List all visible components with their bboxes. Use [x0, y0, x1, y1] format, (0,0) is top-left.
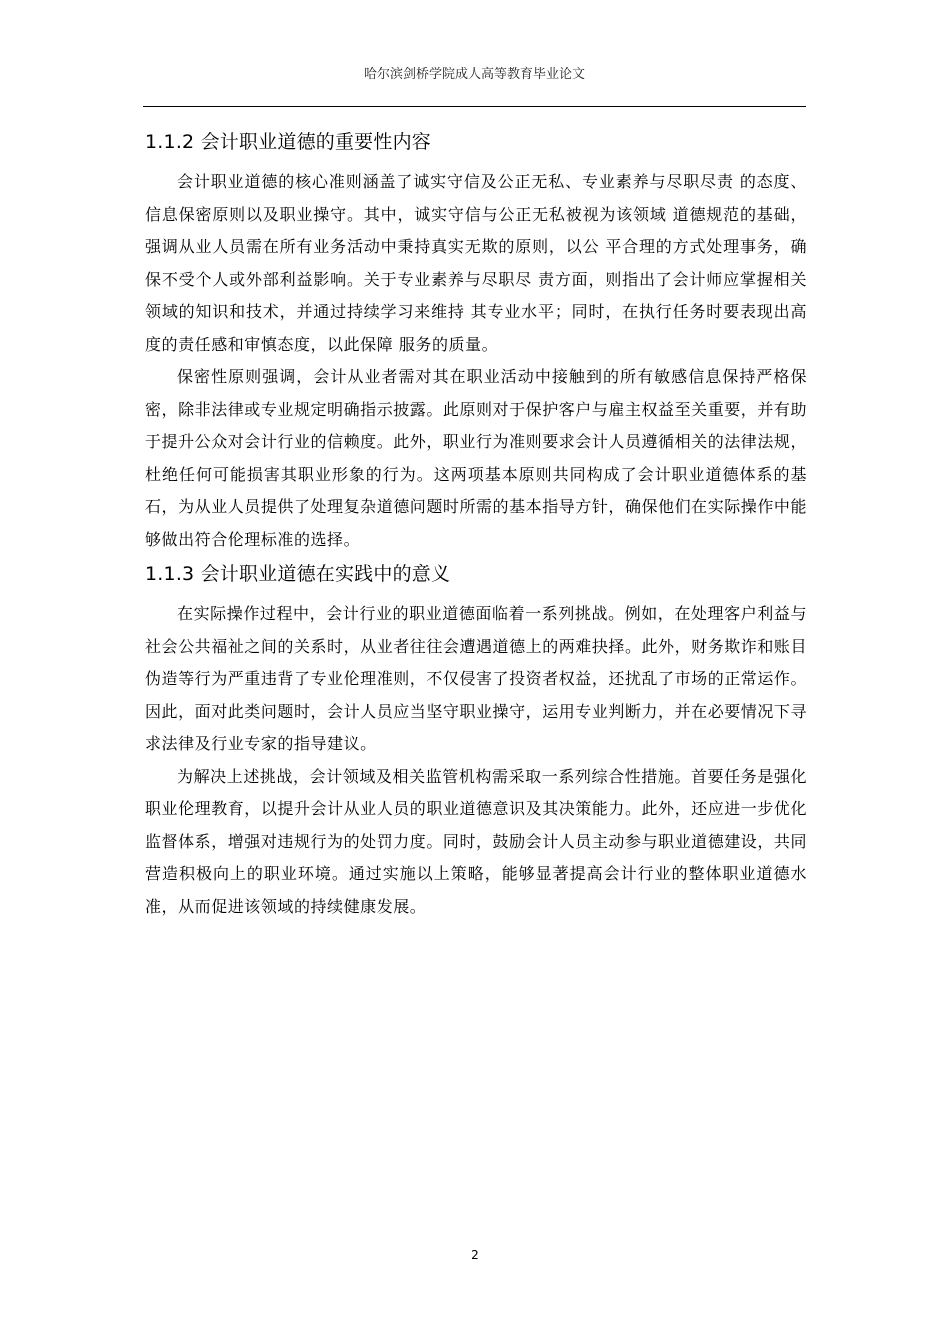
section-heading-1-1-3: 1.1.3 会计职业道德在实践中的意义: [145, 563, 451, 585]
section-heading-1-1-2: 1.1.2 会计职业道德的重要性内容: [145, 131, 431, 153]
section-1-1-3-paragraph-2: 为解决上述挑战，会计领域及相关监管机构需采取一系列综合性措施。首要任务是强化职业伦理教育，以提升会计从业人员的职业道德意识及其决策能力。此外，还应进一步优化监督体系，增强对违规行为的处罚力度。同时，鼓励会计人员主动参与职业道德建设，共同营造积极向上的职业环境。通过实施以上策略，能够显著提高会计行业的整体职业道德水准，从而促进该领域的持续健康发展。: [145, 766, 808, 916]
section-1-1-2-paragraph-2: 保密性原则强调，会计从业者需对其在职业活动中接触到的所有敏感信息保持严格保密，除非法律或专业规定明确指示披露。此原则对于保护客户与雇主权益至关重要，并有助于提升公众对会计行业的信赖度。此外，职业行为准则要求会计人员遵循相关的法律法规，杜绝任何可能损害其职业形象的行为。这两项基本原则共同构成了会计职业道德体系的基石，为从业人员提供了处理复杂道德问题时所需的基本指导方针，确保他们在实际操作中能够做出符合伦理标准的选择。: [145, 367, 808, 549]
page-header-title: 哈尔滨剑桥学院成人高等教育毕业论文: [363, 67, 585, 82]
main-content: [145, 124, 807, 923]
section-1-1-3-paragraph-1: 在实际操作过程中，会计行业的职业道德面临着一系列挑战。例如，在处理客户利益与社会公共福祉之间的关系时，从业者往往会遭遇道德上的两难抉择。此外，财务欺诈和账目伪造等行为严重违背了专业伦理准则，不仅侵害了投资者权益，还扰乱了市场的正常运作。因此，面对此类问题时，会计人员应当坚守职业操守，运用专业判断力，并在必要情况下寻求法律及行业专家的指导建议。: [145, 604, 808, 753]
page-number: 2: [471, 1248, 479, 1262]
section-1-1-2-paragraph-1: 会计职业道德的核心准则涵盖了诚实守信及公正无私、专业素养与尽职尽责 的态度、信息保密原则以及职业操守。其中，诚实守信与公正无私被视为该领域 道德规范的基础，强调从业人员需在所有业务活动中秉持真实无欺的原则，以公 平合理的方式处理事务，确保不受个人或外部利益影响。关于专业素养与尽职尽 责方面，则指出了会计师应掌握相关领域的知识和技术，并通过持续学习来维持 其专业水平；同时，在执行任务时要表现出高度的责任感和审慎态度，以此保障 服务的质量。: [145, 172, 807, 354]
header-divider: [143, 106, 806, 107]
